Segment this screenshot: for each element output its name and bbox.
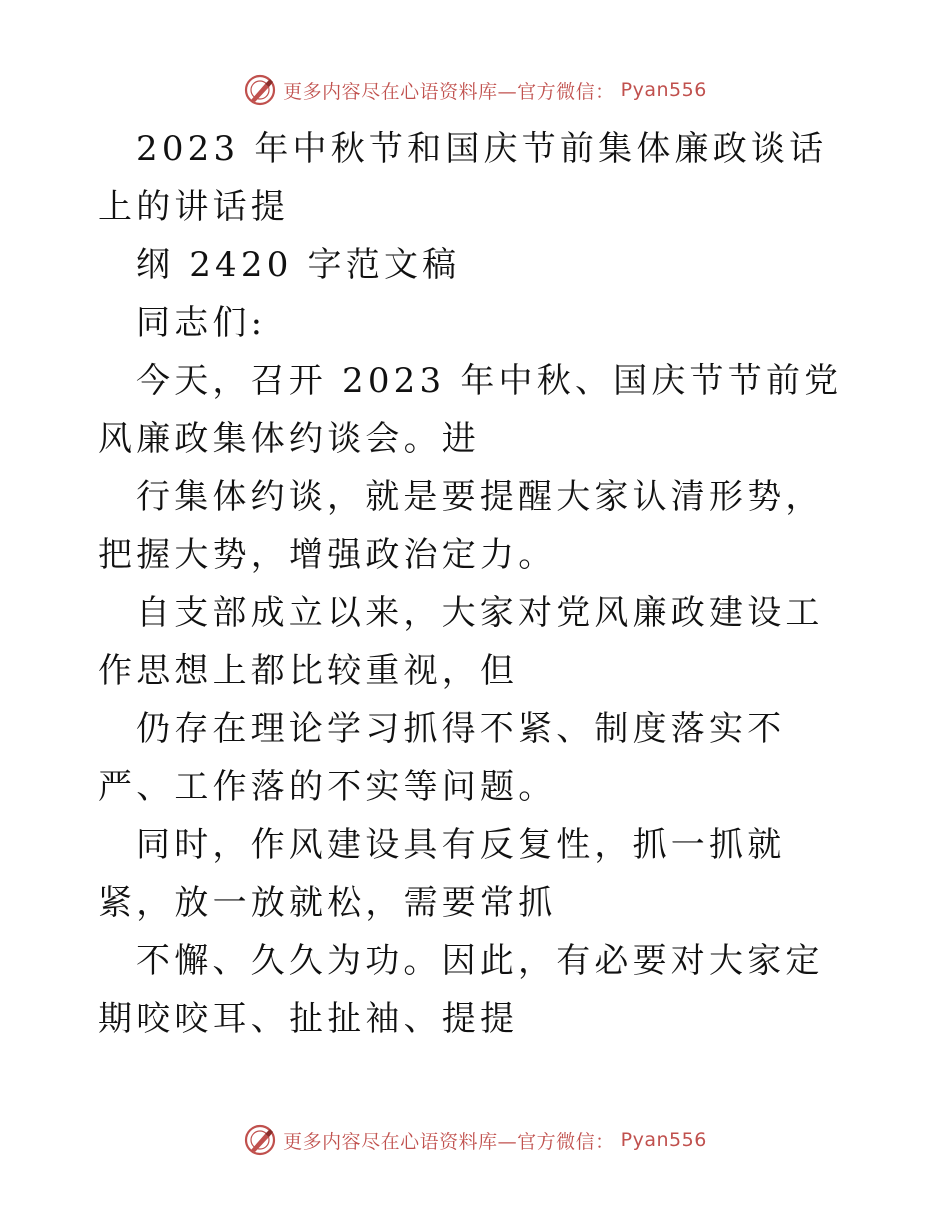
document-body (98, 120, 853, 1048)
paragraph: 同时，作风建设具有反复性，抓一抓就紧，放一放就松，需要常抓 (98, 825, 786, 923)
pen-logo-icon (243, 73, 277, 107)
paragraph: 自支部成立以来，大家对党风廉政建设工作思想上都比较重视，但 (98, 593, 824, 691)
footer-watermark (0, 1120, 950, 1160)
pen-logo-icon (243, 1123, 277, 1157)
paragraph: 不懈、久久为功。因此，有必要对大家定期咬咬耳、扯扯袖、提提 (98, 941, 824, 1039)
paragraph: 2023 年中秋节和国庆节前集体廉政谈话上的讲话提 (98, 129, 828, 227)
paragraph: 纲 2420 字范文稿 (136, 245, 461, 285)
paragraph: 同志们: (136, 303, 267, 343)
watermark-wechat-id: Pyan556 (620, 79, 707, 101)
watermark-text: 更多内容尽在心语资料库—官方微信： (283, 1130, 615, 1153)
header-watermark (0, 70, 950, 110)
paragraph: 今天，召开 2023 年中秋、国庆节节前党风廉政集体约谈会。进 (98, 361, 843, 459)
watermark-wechat-id: Pyan556 (620, 1129, 707, 1151)
paragraph: 行集体约谈，就是要提醒大家认清形势，把握大势，增强政治定力。 (98, 477, 824, 575)
watermark-text: 更多内容尽在心语资料库—官方微信： (283, 80, 615, 103)
paragraph: 仍存在理论学习抓得不紧、制度落实不严、工作落的不实等问题。 (98, 709, 786, 807)
